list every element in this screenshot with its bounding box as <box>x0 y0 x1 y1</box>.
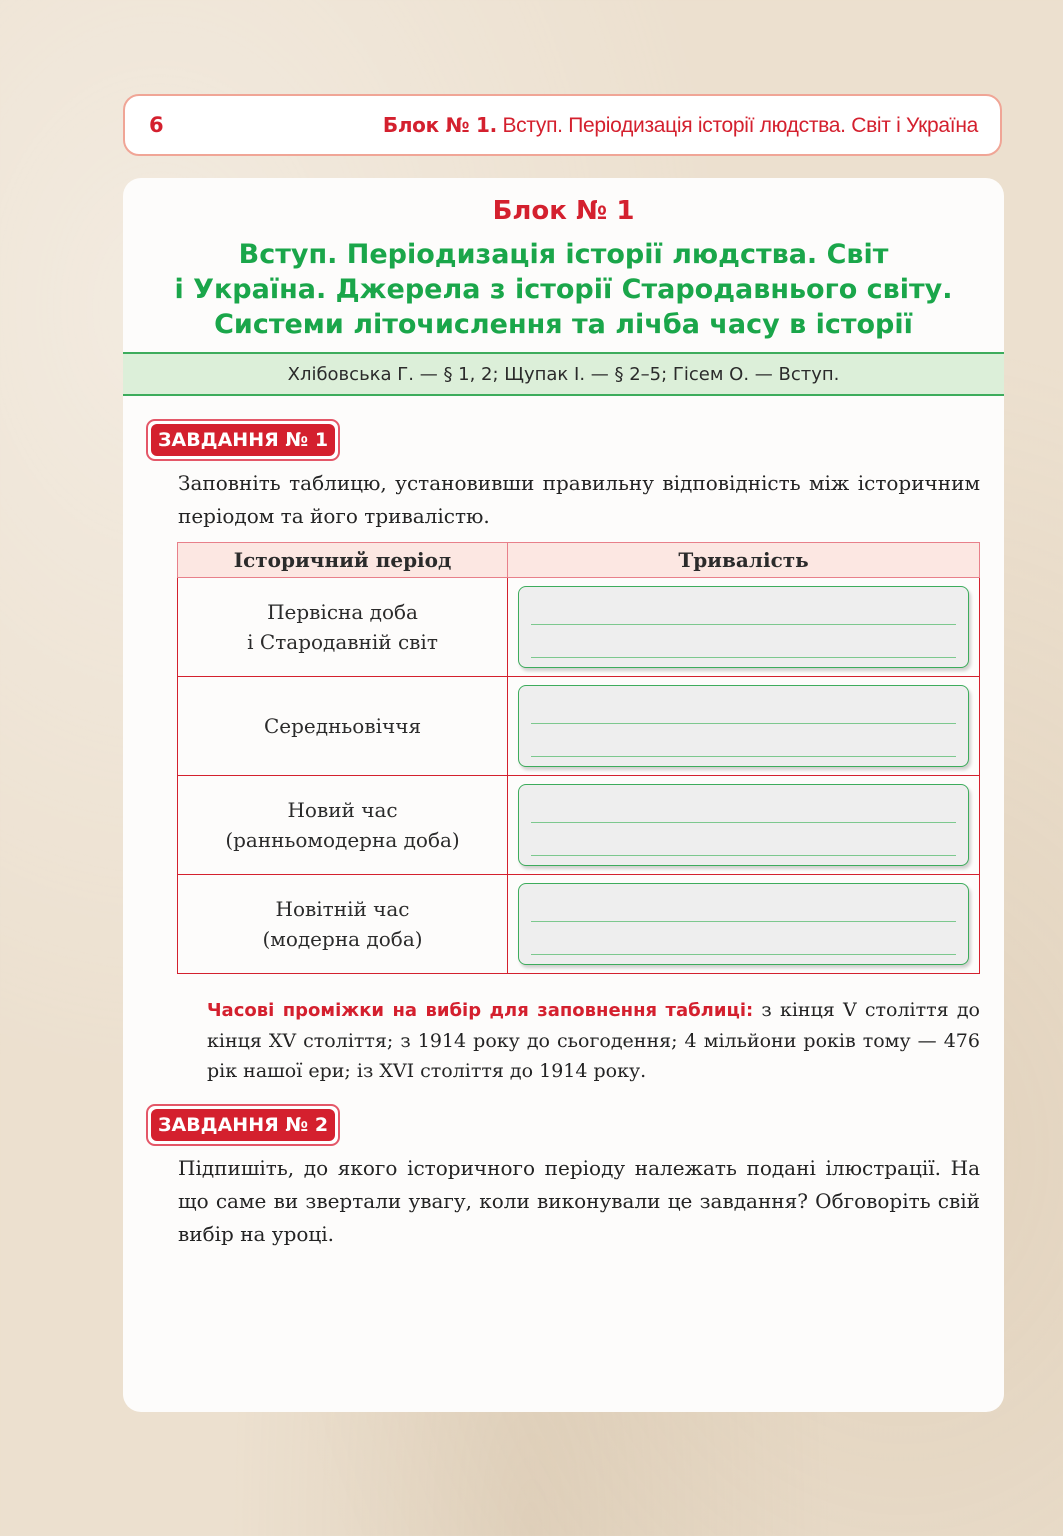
answer-cell <box>508 578 980 677</box>
matching-table <box>177 542 980 974</box>
running-header-block-label: Блок № 1. <box>382 112 497 137</box>
table-row <box>178 578 980 677</box>
period-name: Первісна доба і Стародавній світ <box>247 600 438 654</box>
column-header-duration: Тривалість <box>508 543 980 578</box>
answer-cell <box>508 677 980 776</box>
task-1-hint-label: Часові проміжки на вибір для заповнення таблиці: <box>207 1000 754 1021</box>
block-label: Блок № 1 <box>492 196 635 226</box>
task-2-badge-label: ЗАВДАННЯ № 2 <box>151 1109 335 1141</box>
table-row <box>178 875 980 974</box>
period-cell <box>178 776 508 875</box>
period-cell <box>178 677 508 776</box>
answer-field[interactable] <box>518 784 969 866</box>
period-cell <box>178 578 508 677</box>
block-title-line-3: Системи літочислення та лічба часу в історії <box>214 309 913 340</box>
answer-cell <box>508 776 980 875</box>
task-1-badge-label: ЗАВДАННЯ № 1 <box>151 424 335 456</box>
period-name: Новітній час (модерна доба) <box>262 897 423 951</box>
task-1-instruction: Заповніть таблицю, установивши правильну відповідність між історичним періодом та його тривалістю. <box>178 471 980 528</box>
running-header-text: Вступ. Періодизація історії людства. Світ і Україна <box>502 113 978 137</box>
running-header <box>123 94 1002 156</box>
period-name: Середньовіччя <box>263 714 422 738</box>
answer-cell <box>508 875 980 974</box>
period-cell <box>178 875 508 974</box>
answer-field[interactable] <box>518 883 969 965</box>
table-row <box>178 776 980 875</box>
answer-field[interactable] <box>518 685 969 767</box>
column-header-period: Історичний період <box>178 543 508 578</box>
table-row <box>178 677 980 776</box>
block-title-line-1: Вступ. Періодизація історії людства. Світ <box>238 239 889 270</box>
textbook-sources: Хлібовська Г. — § 1, 2; Щупак І. — § 2–5; Гісем О. — Вступ. <box>287 363 840 385</box>
block-title-line-2: і Україна. Джерела з історії Стародавнього світу. <box>174 274 953 305</box>
task-1-hint-options: з кінця V століття до кінця XV століття; з 1914 року до сьогодення; 4 мільйони років тому — 476 рік нашої ери; із XVI століття до 1914 року. <box>207 999 980 1082</box>
running-header-title <box>383 113 978 138</box>
textbook-sources-bar <box>123 352 1004 396</box>
answer-field[interactable] <box>518 586 969 668</box>
task-1-badge <box>146 419 340 461</box>
page-number: 6 <box>149 113 164 137</box>
block-title <box>123 237 1004 342</box>
period-name: Новий час (ранньомодерна доба) <box>225 798 460 852</box>
task-2-instruction: Підпишіть, до якого історичного періоду належать подані ілюстрації. На що саме ви звертали увагу, коли виконували це завдання? Обговоріть свій вибір на уроці. <box>178 1156 980 1246</box>
task-2-badge <box>146 1104 340 1146</box>
table-header-row <box>178 543 980 578</box>
task-1-hint <box>207 995 980 1086</box>
